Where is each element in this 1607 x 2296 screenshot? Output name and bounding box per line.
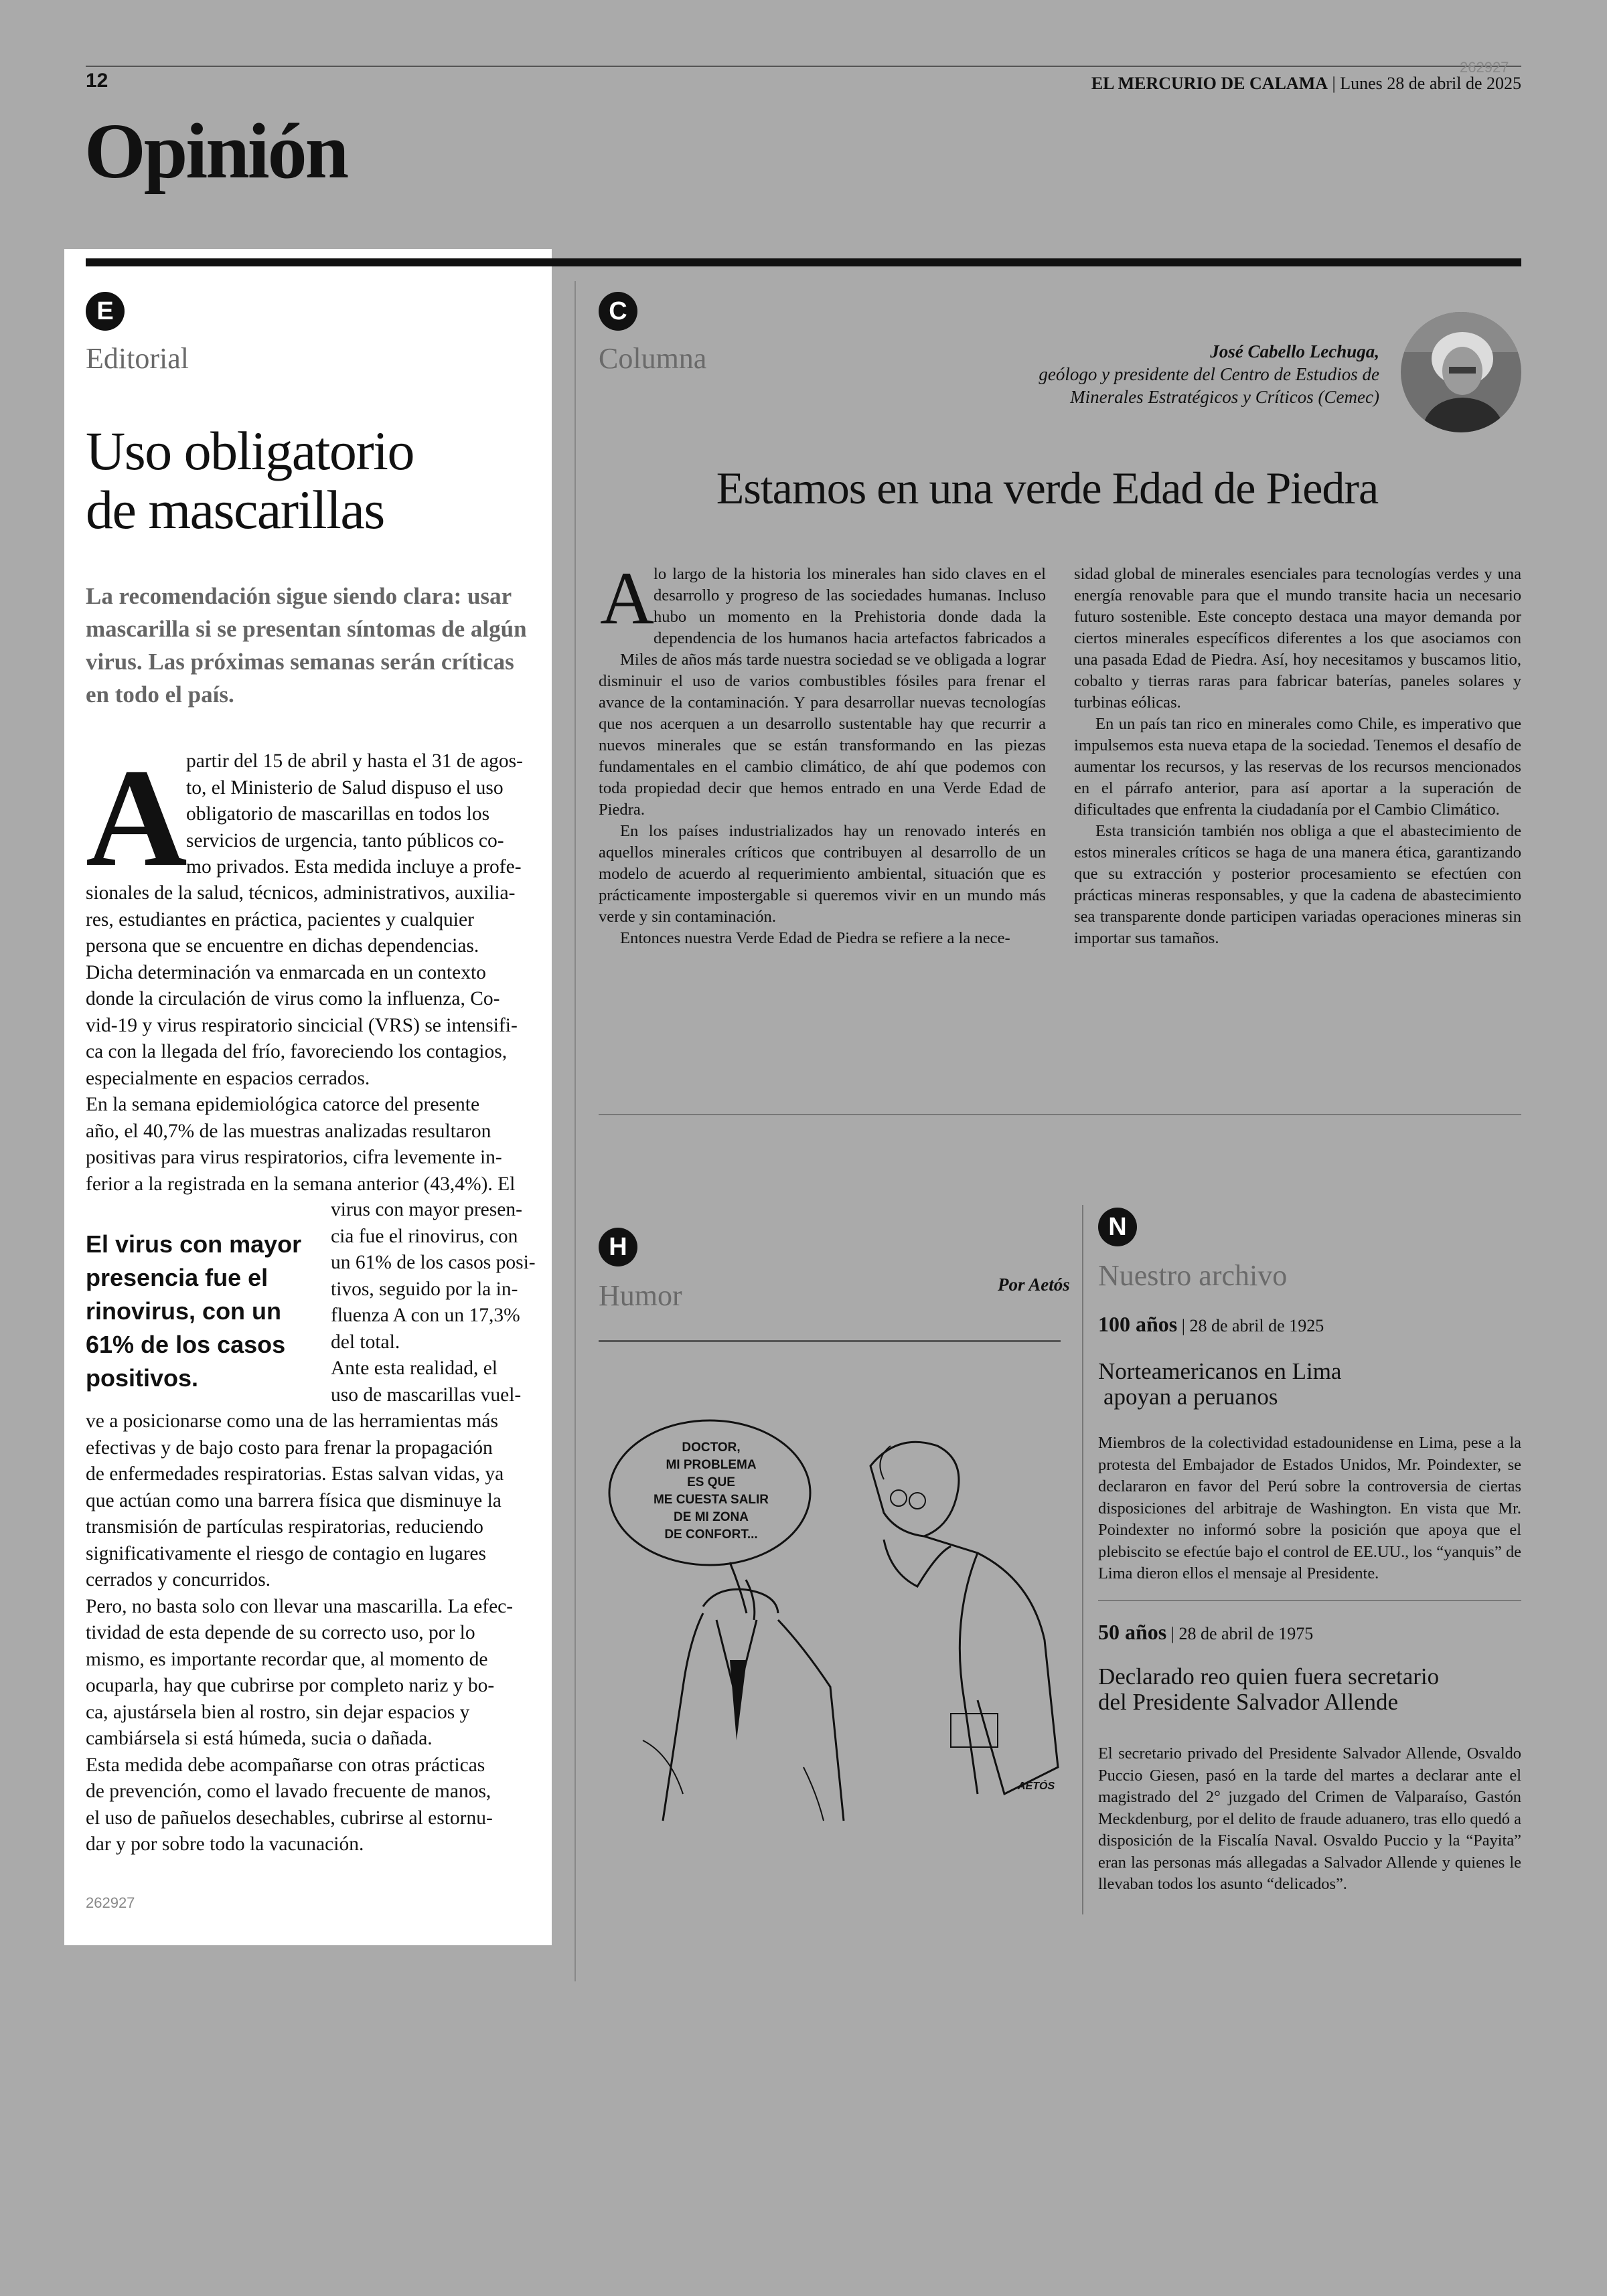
editorial-line: dar y por sobre todo la vacunación. <box>86 1833 364 1855</box>
cartoon-speech-text <box>644 1439 778 1544</box>
archive-item-1-body: Miembros de la colectividad estadounidense en Lima, pese a la protesta del Embajador de Estados Unidos, Mr. Poindexter, se declararon en favor del Perú sobre la controversia de ciertas disposiciones del arbitraje de Washington. En vista que Mr. Poindexter no informó sobre la posición que apoya que el plebiscito se efectúe bajo el control de EE.UU., los “yanquis” de Lima dieron ellos el mensaje al Presidente. <box>1098 1434 1521 1582</box>
archive-years: 50 años <box>1098 1620 1167 1644</box>
speech-line: DE CONFORT... <box>664 1528 758 1542</box>
columna-paragraph: Entonces nuestra Verde Edad de Piedra se refiere a la nece- <box>620 929 1010 947</box>
archive-item-1-headline <box>1098 1359 1520 1410</box>
archivo-label: Nuestro archivo <box>1098 1259 1288 1292</box>
archive-years: 100 años <box>1098 1312 1178 1336</box>
editorial-line: sionales de la salud, técnicos, administrativos, auxilia- <box>86 882 516 904</box>
editorial-line: cambiársela si está húmeda, sucia o dañada. <box>86 1728 433 1749</box>
editorial-ad-code: 262927 <box>86 1894 135 1911</box>
archive-headline-line1: Norteamericanos en Lima <box>1098 1358 1342 1384</box>
columna-headline: Estamos en una verde Edad de Piedra <box>716 463 1379 513</box>
columna-drop-cap: A <box>600 557 654 640</box>
archive-headline-line2: apoyan a peruanos <box>1103 1384 1278 1410</box>
editorial-line: En la semana epidemiológica catorce del presente <box>86 1094 480 1115</box>
humor-author: Por Aetós <box>998 1275 1070 1295</box>
editorial-line: que actúan como una barrera física que disminuye la <box>86 1489 502 1511</box>
editorial-drop-cap: A <box>86 740 187 896</box>
editorial-line: mo privados. Esta medida incluye a profe- <box>186 856 522 878</box>
editorial-line: ca con la llegada del frío, favoreciendo los contagios, <box>86 1041 508 1062</box>
editorial-line: cerrados y concurridos. <box>86 1569 271 1590</box>
humor-badge: H <box>599 1228 637 1266</box>
editorial-line: fluenza A con un 17,3% <box>331 1305 520 1326</box>
editorial-line: transmisión de partículas respiratorias, reduciendo <box>86 1516 483 1538</box>
editorial-body-indented <box>186 748 541 881</box>
speech-line: ES QUE <box>687 1475 735 1489</box>
editorial-line: uso de mascarillas vuel- <box>331 1384 522 1406</box>
editorial-line: ve a posicionarse como una de las herramientas más <box>86 1410 498 1432</box>
editorial-body-c <box>86 1408 548 1858</box>
archive-rule <box>1098 1600 1521 1601</box>
author-photo <box>1401 312 1521 432</box>
editorial-line: virus con mayor presen- <box>331 1199 522 1220</box>
editorial-line: efectivas y de bajo costo para frenar la propagación <box>86 1437 493 1459</box>
editorial-headline-line1: Uso obligatorio <box>86 420 414 481</box>
archive-divider <box>1082 1205 1083 1914</box>
columna-paragraph: Miles de años más tarde nuestra sociedad se ve obligada a lograr disminuir el uso de varios combustibles fósiles para frenar el avance de la contaminación. Y para desarrollar nuevas tecnologías que nos acerquen a un desarrollo sustentable hay que recurrir a nuevos minerales que se están transformando en las piezas fundamentales en el cambio climático, de ahí que podemos con toda propiedad decir que hemos entrado en una Verde Edad de Piedra. <box>599 651 1046 819</box>
header-top-rule <box>86 66 1521 67</box>
section-thick-rule <box>86 258 1521 266</box>
columna-author-name: José Cabello Lechuga, <box>1210 341 1379 361</box>
humor-cartoon <box>603 1419 1071 1834</box>
editorial-line: donde la circulación de virus como la influenza, Co- <box>86 988 500 1009</box>
editorial-line: del total. <box>331 1331 400 1353</box>
columna-paragraph: En los países industrializados hay un renovado interés en aquellos minerales críticos que contribuyen al desarrollo de un modelo de acuerdo al requerimiento ambiental, situación que es prácticamente impostergable si queremos vivir en un mundo más verde y sin contaminación. <box>599 822 1046 926</box>
archive-item-2-headline <box>1098 1664 1521 1715</box>
editorial-line: de enfermedades respiratorias. Estas salvan vidas, ya <box>86 1463 504 1485</box>
editorial-pull-quote: El virus con mayor presencia fue el rinovirus, con un 61% de los casos positivos. <box>86 1230 302 1392</box>
editorial-line: de prevención, como el lavado frecuente de manos, <box>86 1781 491 1802</box>
columna-paragraph: En un país tan rico en minerales como Chile, es imperativo que impulsemos esta nueva etapa de la sociedad. Tenemos el desafío de aumentar los recursos, y las reservas de los recursos mencionados en el párrafo anterior, para así aportar a la superación de dificultades que enfrenta la ciudadanía por el Cambio Climático. <box>1074 715 1521 819</box>
columna-author-role-2: Minerales Estratégicos y Críticos (Cemec) <box>1070 387 1379 407</box>
archive-date: 28 de abril de 1975 <box>1178 1624 1314 1643</box>
editorial-line: Dicha determinación va enmarcada en un contexto <box>86 961 486 983</box>
editorial-line: especialmente en espacios cerrados. <box>86 1067 370 1089</box>
page-number: 12 <box>86 70 108 92</box>
editorial-line: tividad de esta depende de su correcto uso, por lo <box>86 1622 475 1643</box>
editorial-line: servicios de urgencia, tanto públicos co- <box>186 829 504 851</box>
editorial-line: significativamente el riesgo de contagio en lugares <box>86 1542 486 1564</box>
editorial-line: Ante esta realidad, el <box>331 1358 498 1379</box>
column-divider <box>575 281 576 1981</box>
editorial-badge: E <box>86 292 125 331</box>
columna-text-col2 <box>1074 564 1521 949</box>
columna-text-col1 <box>599 557 1046 949</box>
editorial-headline <box>86 422 541 540</box>
masthead <box>1091 74 1521 94</box>
editorial-headline-line2: de mascarillas <box>86 479 384 540</box>
editorial-line: obligatorio de mascarillas en todos los <box>186 803 490 825</box>
columna-badge: C <box>599 292 637 331</box>
archive-headline-line2: del Presidente Salvador Allende <box>1098 1689 1399 1715</box>
editorial-line: año, el 40,7% de las muestras analizadas resultaron <box>86 1120 491 1142</box>
editorial-body-a <box>86 880 548 1198</box>
mid-section-rule <box>599 1114 1521 1115</box>
editorial-line: cia fue el rinovirus, con <box>331 1225 518 1247</box>
speech-line: DOCTOR, <box>682 1441 741 1455</box>
editorial-line: mismo, es importante recordar que, al momento de <box>86 1648 488 1670</box>
editorial-line: el uso de pañuelos desechables, cubrirse al estornu- <box>86 1807 493 1829</box>
cartoon-signature: AETÓS <box>1018 1781 1055 1792</box>
archive-date: 28 de abril de 1925 <box>1189 1316 1324 1335</box>
editorial-line: ferior a la registrada en la semana anterior (43,4%). El <box>86 1173 516 1195</box>
speech-line: MI PROBLEMA <box>666 1458 757 1472</box>
columna-author-role-1: geólogo y presidente del Centro de Estudios de <box>1039 364 1379 384</box>
columna-paragraph: sidad global de minerales esenciales para tecnologías verdes y una energía renovable para que el mundo transite hacia un necesario futuro sostenible. Este concepto destaca una mayor demanda por ciertos minerales específicos diferentes a los que asociamos con una pasada Edad de Piedra. Así, hoy necesitamos y buscamos litio, cobalto y tierras raras para fabricar baterías, paneles solares y turbinas eólicas. <box>1074 565 1521 712</box>
masthead-separator: | <box>1328 74 1341 93</box>
editorial-line: Pero, no basta solo con llevar una mascarilla. La efec- <box>86 1595 514 1617</box>
editorial-line: persona que se encuentre en dichas dependencias. <box>86 935 479 957</box>
columna-paragraph: Esta transición también nos obliga a que el abastecimiento de estos minerales críticos se haga de una manera ética, garantizando que su extracción y posterior procesamiento se efectúen con prácticas mineras responsables, y que la cadena de abastecimiento sea transparente donde participen variadas operaciones mineras sin importar sus tamaños. <box>1074 822 1521 947</box>
archivo-badge: N <box>1098 1208 1137 1246</box>
ad-code-top: 262927 <box>1460 59 1509 76</box>
section-title: Opinión <box>84 107 348 195</box>
editorial-line: to, el Ministerio de Salud dispuso el uso <box>186 776 504 799</box>
archive-item-2-years: 50 años | 28 de abril de 1975 <box>1098 1620 1314 1644</box>
archive-headline-line1: Declarado reo quien fuera secretario <box>1098 1663 1440 1690</box>
editorial-line: tivos, seguido por la in- <box>331 1278 518 1300</box>
archive-item-2-body: El secretario privado del Presidente Salvador Allende, Osvaldo Puccio Giesen, pasó en la tarde del martes a declarar ante el magistrado del 2° juzgado del Crimen de Valparaíso, Gastón Meckdenburg, por el delito de fraude aduanero, tras ello quedó a disposición de la Fiscalía Naval. Osvaldo Puccio y la “Payita” eran las personas más allegadas a Salvador Allende y quienes le llevaban todos los asunto “delicados”. <box>1098 1744 1521 1893</box>
columna-author-byline <box>1039 340 1379 408</box>
speech-line: ME CUESTA SALIR <box>653 1493 769 1507</box>
editorial-line: ocuparla, hay que cubrirse por completo nariz y bo- <box>86 1675 495 1696</box>
columna-label: Columna <box>599 342 707 375</box>
editorial-body-b <box>331 1197 545 1408</box>
publication-name: EL MERCURIO DE CALAMA <box>1091 74 1328 93</box>
editorial-line: Esta medida debe acompañarse con otras prácticas <box>86 1754 485 1776</box>
columna-paragraph: lo largo de la historia los minerales han sido claves en el desarrollo y progreso de las sociedades humanas. Incluso hubo un momento en la Prehistoria donde dada la dependencia de los humanos hacia artefactos fabricados a <box>654 565 1046 647</box>
humor-label: Humor <box>599 1279 682 1312</box>
editorial-line: res, estudiantes en práctica, pacientes y cualquier <box>86 908 474 930</box>
editorial-line: vid-19 y virus respiratorio sincicial (VRS) se intensifi- <box>86 1014 518 1036</box>
speech-line: DE MI ZONA <box>674 1510 749 1524</box>
publication-date: Lunes 28 de abril de 2025 <box>1340 74 1521 93</box>
editorial-label: Editorial <box>86 342 189 375</box>
editorial-line: ca, ajustársela bien al rostro, sin dejar espacios y <box>86 1701 470 1723</box>
editorial-lead: La recomendación sigue siendo clara: usar mascarilla si se presentan síntomas de algún virus. Las próximas semanas serán críticas en todo el país. <box>86 583 527 708</box>
editorial-line: partir del 15 de abril y hasta el 31 de agos- <box>186 750 523 772</box>
archive-item-1-years: 100 años | 28 de abril de 1925 <box>1098 1312 1324 1336</box>
editorial-line: un 61% de los casos posi- <box>331 1252 536 1273</box>
humor-rule <box>599 1340 1061 1342</box>
editorial-line: positivas para virus respiratorios, cifra levemente in- <box>86 1147 502 1168</box>
